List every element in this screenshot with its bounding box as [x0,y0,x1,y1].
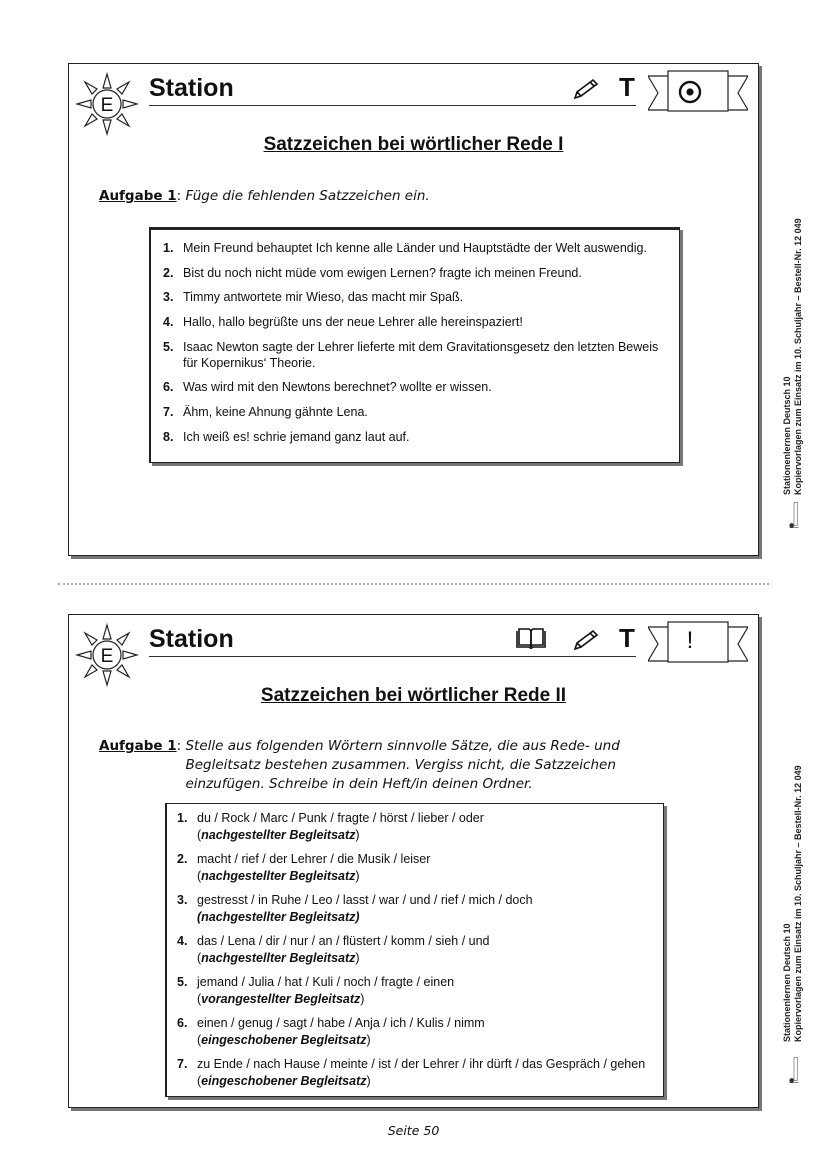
item-note: eingeschobener Begleitsatz [201,1074,367,1088]
book-icon [515,627,547,651]
item-text: Ähm, keine Ahnung gähnte Lena. [183,405,368,420]
item-text: Ich weiß es! schrie jemand ganz laut auf. [183,429,410,444]
item-number: 8. [163,429,174,444]
item-note: (nachgestellter Begleitsatz) [197,910,360,924]
item-number: 3. [163,290,174,305]
task-text: Stelle aus folgenden Wörtern sinnvolle Sätze, die aus Rede- und Begleitsatz bestehen zusammen. Vergiss nicht, die Satzzeichen einzufügen. Schreibe in dein Heft/in deinen Ordner. [185,738,620,792]
page-number: Seite 50 [387,1123,440,1138]
sun-icon [75,72,139,136]
pencil-icon [573,629,599,651]
sidebar-imprint-top: Stationenlernen Deutsch 10 Kopiervorlagen zum Einsatz im 10. Schuljahr – Bestell-Nr. 12 049 [782,218,803,495]
item-text: Timmy antwortete mir Wieso, das macht mir Spaß. [183,290,464,305]
item-text: das / Lena / dir / nur / an / flüstert / komm / sieh / und (nachgestellter Begleitsatz) [197,934,490,965]
list-item [163,429,669,445]
station-card-2 [68,614,759,1108]
station-title: Station [149,74,234,102]
word-list [167,804,663,1090]
sentence-list [151,230,679,445]
station-title: Station [149,625,234,653]
item-number: 1. [163,241,174,255]
sun-icon [75,623,139,687]
sentence-box [149,227,680,463]
item-text: gestresst / in Ruhe / Leo / lasst / war / und / rief / mich / doch (nachgestellter Begleitsatz) [197,893,533,924]
item-number: 4. [163,315,174,330]
item-note: nachgestellter Begleitsatz [201,951,356,965]
item-text: Was wird mit den Newtons berechnet? wollte er wissen. [183,380,492,395]
list-item [177,933,655,967]
item-text: Mein Freund behauptet Ich kenne alle Länder und Hauptstädte der Welt auswendig. [183,241,647,255]
task-label: Aufgabe 1 [99,188,177,204]
title-rule [149,656,636,657]
sidebar-imprint-bottom: Stationenlernen Deutsch 10 Kopiervorlagen zum Einsatz im 10. Schuljahr – Bestell-Nr. 12 049 [782,765,803,1042]
list-item [177,892,655,926]
task-text: Füge die fehlenden Satzzeichen ein. [185,188,430,204]
task-label: Aufgabe 1 [99,738,177,754]
list-item [177,974,655,1008]
list-item [177,1056,655,1090]
item-number: 3. [177,893,188,907]
item-note: nachgestellter Begleitsatz [201,869,356,883]
item-text: Isaac Newton sagte der Lehrer lieferte mit dem Gravitationsgesetz den letzten Beweis für Kopernikus‘ Theorie. [183,339,659,370]
title-rule [149,105,636,106]
item-text: jemand / Julia / hat / Kuli / noch / fragte / einen (vorangestellter Begleitsatz) [197,975,455,1006]
list-item [177,1015,655,1049]
item-number: 7. [163,405,174,420]
worksheet-heading: Satzzeichen bei wörtlicher Rede I [263,134,564,155]
item-note: nachgestellter Begleitsatz [201,828,356,842]
item-text: macht / rief / der Lehrer / die Musik / leiser (nachgestellter Begleitsatz) [197,852,431,883]
item-text: Bist du noch nicht müde vom ewigen Lernen? fragte ich meinen Freund. [183,265,582,280]
t-letter: T [619,623,635,653]
station-card-1 [68,63,759,556]
publisher-logo-icon [784,500,804,530]
sun-letter: E [100,95,114,116]
item-number: 2. [177,852,188,866]
list-item [163,379,669,395]
worksheet-heading: Satzzeichen bei wörtlicher Rede II [260,685,567,706]
item-number: 7. [177,1057,188,1071]
item-number: 1. [177,811,188,825]
item-text: Hallo, hallo begrüßte uns der neue Lehrer alle hereinspaziert! [183,315,523,330]
list-item [177,851,655,885]
task-instruction: Aufgabe 1: Füge die fehlenden Satzzeichen ein. [99,188,430,204]
list-item [163,339,669,371]
exclamation-symbol: ! [686,627,694,654]
item-number: 6. [163,380,174,395]
item-number: 5. [163,339,174,354]
item-note: vorangestellter Begleitsatz [201,992,361,1006]
list-item [163,240,669,256]
list-item [163,265,669,281]
word-list-box [165,803,664,1097]
list-item [163,404,669,420]
pencil-icon [573,78,599,100]
t-letter: T [619,72,635,102]
item-text: einen / genug / sagt / habe / Anja / ich / Kulis / nimm (eingeschobener Begleitsatz) [197,1016,485,1047]
publisher-logo-icon [784,1055,804,1085]
list-item [163,314,669,330]
item-number: 4. [177,934,188,948]
item-text: du / Rock / Marc / Punk / fragte / hörst / lieber / oder (nachgestellter Begleitsatz) [197,811,484,842]
item-text: zu Ende / nach Hause / meinte / ist / der Lehrer / ihr dürft / das Gespräch / gehen (eingeschobener Begleitsatz) [197,1057,646,1088]
item-number: 2. [163,265,174,280]
item-note: eingeschobener Begleitsatz [201,1033,367,1047]
target-icon [670,76,710,108]
page-divider [58,583,769,585]
list-item [177,810,655,844]
item-number: 5. [177,975,188,989]
task-instruction: Aufgabe 1: Stelle aus folgenden Wörtern sinnvolle Sätze, die aus Rede- und Begleitsatz bestehen zusammen. Vergiss nicht, die Satzzeichen einzufügen. Schreibe in dein Heft/in deinen Ordner. [99,737,675,794]
sun-letter: E [100,646,114,667]
item-number: 6. [177,1016,188,1030]
list-item [163,289,669,305]
